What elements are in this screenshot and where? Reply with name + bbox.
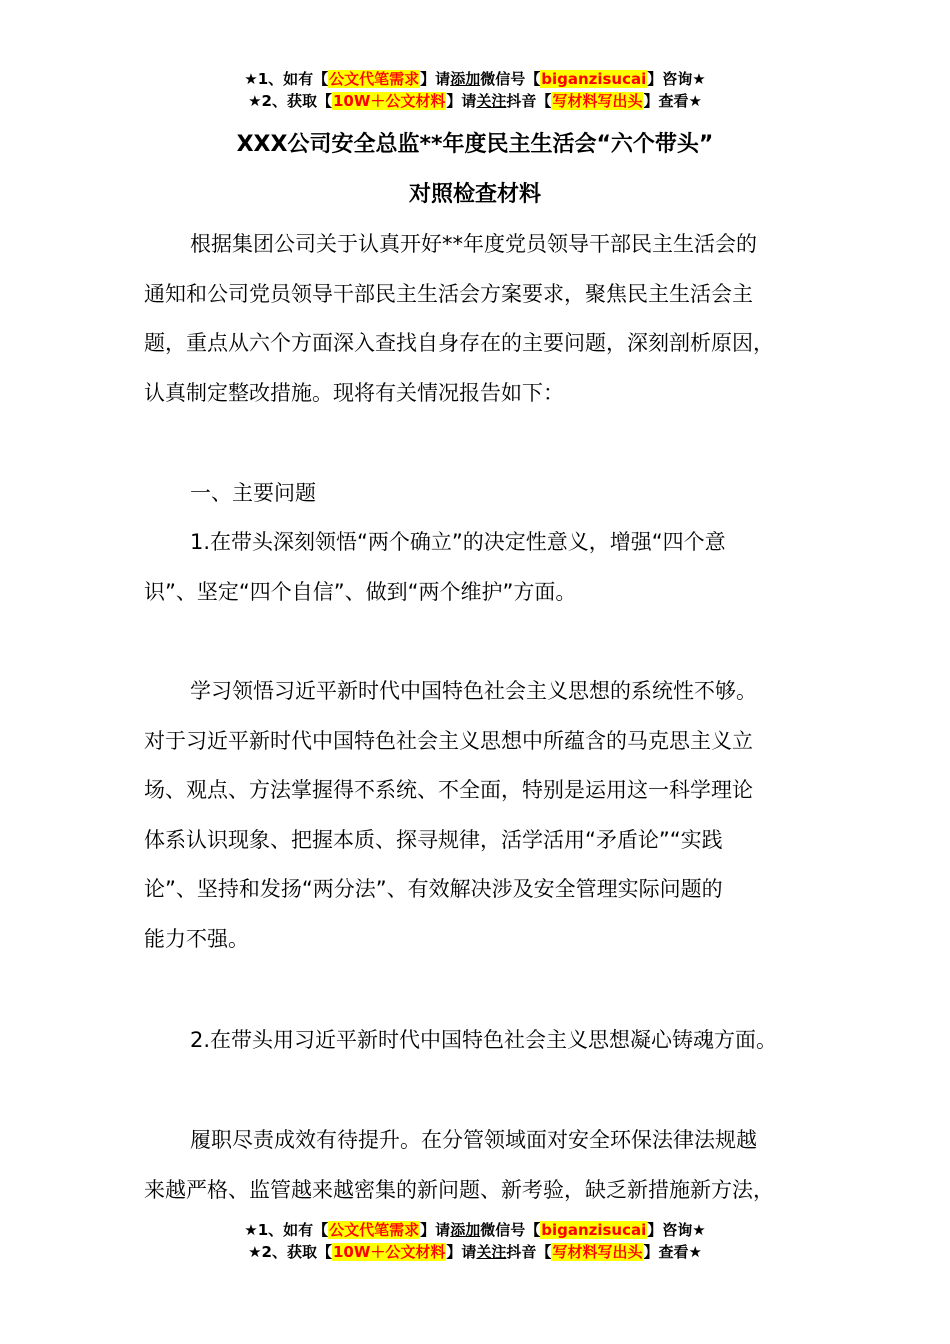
document-title: XXX公司安全总监**年度民主生活会“六个带头” <box>236 132 714 157</box>
promo-text: ★2、获取【 <box>248 92 332 110</box>
promo-text: 抖音【 <box>506 1243 552 1261</box>
promo-highlight: 公文代笔需求 <box>329 1221 420 1239</box>
item2-heading <box>144 1016 834 1066</box>
promo-text: 】咨询★ <box>647 70 706 88</box>
promo-underline: 添加 <box>450 1221 481 1239</box>
text-line: 一、主要问题 <box>190 481 316 505</box>
section-heading <box>144 469 834 519</box>
text-line: 通知和公司党员领导干部民主生活会方案要求，聚焦民主生活会主 <box>144 281 753 306</box>
item1-body <box>144 667 834 964</box>
text-line: 2.在带头用习近平新时代中国特色社会主义思想凝心铸魂方面。 <box>190 1028 778 1052</box>
promo-line-1 <box>0 68 950 90</box>
promo-banner-top <box>0 68 950 112</box>
promo-text: 】请 <box>420 1221 451 1239</box>
promo-text: 抖音【 <box>506 92 552 110</box>
promo-text: 】查看★ <box>643 92 702 110</box>
promo-line-2 <box>0 90 950 112</box>
promo-text: 】请 <box>446 92 477 110</box>
promo-text: 微信号【 <box>480 1221 541 1239</box>
promo-highlight: biganzisucai <box>541 70 647 88</box>
text-line: 题，重点从六个方面深入查找自身存在的主要问题，深刻剖析原因， <box>144 331 774 355</box>
text-line: 认真制定整改措施。现将有关情况报告如下： <box>144 380 564 405</box>
promo-text: 微信号【 <box>480 70 541 88</box>
text-line: 体系认识现象、把握本质、探寻规律，活学活用“矛盾论”“实践 <box>144 827 723 852</box>
text-line: 来越严格、监管越来越密集的新问题、新考验，缺乏新措施新方法， <box>144 1177 774 1202</box>
promo-highlight: 写材料写出头 <box>552 1243 643 1261</box>
intro-paragraph <box>144 220 834 418</box>
text-line: 学习领悟习近平新时代中国特色社会主义思想的系统性不够。 <box>190 679 757 703</box>
promo-line-1 <box>0 1219 950 1241</box>
item1-heading <box>144 518 834 617</box>
promo-underline: 添加 <box>450 70 481 88</box>
promo-highlight: 写材料写出头 <box>552 92 643 110</box>
promo-text: 】查看★ <box>643 1243 702 1261</box>
promo-text: 】咨询★ <box>647 1221 706 1239</box>
promo-text: ★1、如有【 <box>244 70 329 88</box>
text-line: 场、观点、方法掌握得不系统、不全面，特别是运用这一科学理论 <box>144 778 753 802</box>
promo-highlight: 公文代笔需求 <box>329 70 420 88</box>
promo-highlight: 10W＋公文材料 <box>332 1243 446 1261</box>
text-line: 根据集团公司关于认真开好**年度党员领导干部民主生活会的 <box>190 232 757 256</box>
promo-text: 】请 <box>420 70 451 88</box>
promo-text: 】请 <box>446 1243 477 1261</box>
item2-body <box>144 1116 834 1215</box>
text-line: 1.在带头深刻领悟“两个确立”的决定性意义，增强“四个意 <box>190 530 726 554</box>
promo-highlight: 10W＋公文材料 <box>332 92 446 110</box>
document-subtitle: 对照检查材料 <box>408 182 541 207</box>
promo-text: ★2、获取【 <box>248 1243 332 1261</box>
promo-underline: 关注 <box>476 1243 507 1261</box>
promo-text: ★1、如有【 <box>244 1221 329 1239</box>
text-line: 识”、坚定“四个自信”、做到“两个维护”方面。 <box>144 579 577 604</box>
text-line: 履职尽责成效有待提升。在分管领域面对安全环保法律法规越 <box>190 1128 757 1152</box>
text-line: 能力不强。 <box>144 926 249 951</box>
promo-line-2 <box>0 1241 950 1263</box>
promo-highlight: biganzisucai <box>541 1221 647 1239</box>
text-line: 论”、坚持和发扬“两分法”、有效解决涉及安全管理实际问题的 <box>144 877 723 901</box>
text-line: 对于习近平新时代中国特色社会主义思想中所蕴含的马克思主义立 <box>144 728 753 753</box>
promo-banner-bottom <box>0 1219 950 1263</box>
promo-underline: 关注 <box>476 92 507 110</box>
